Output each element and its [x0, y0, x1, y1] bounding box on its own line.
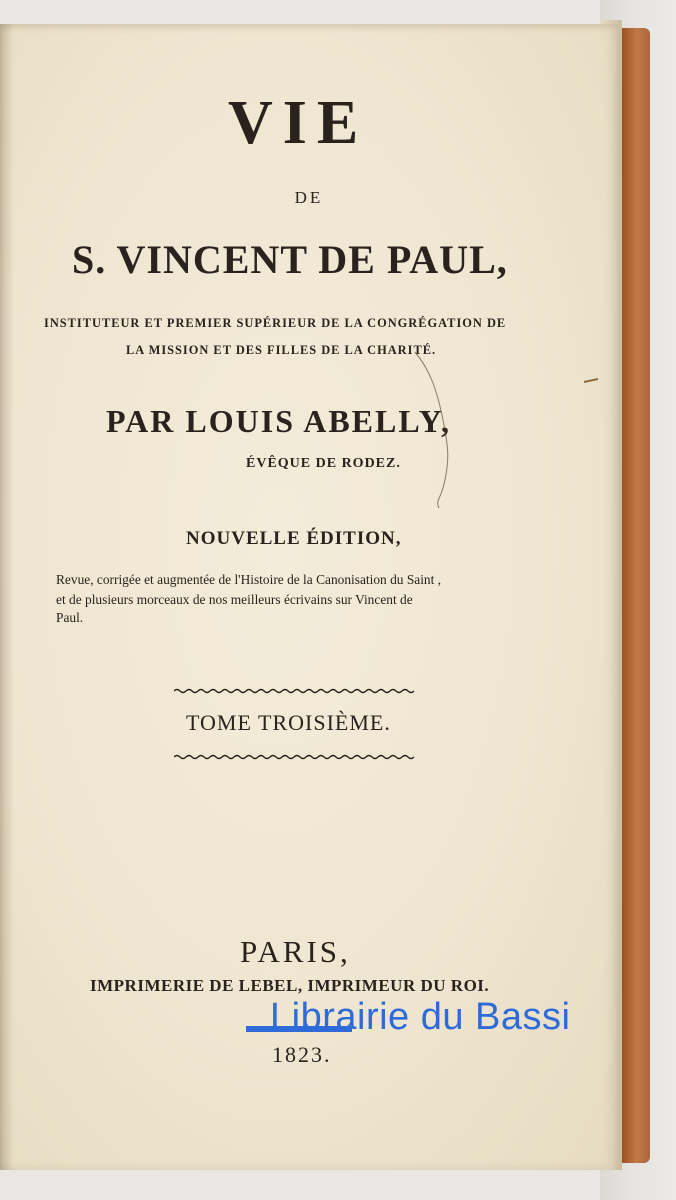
edition-desc-line-3: Paul. — [56, 610, 84, 625]
volume-label: TOME TROISIÈME. — [186, 710, 391, 735]
paper-crease — [405, 350, 465, 510]
paper-mark — [584, 378, 598, 384]
title-de: DE — [294, 188, 324, 207]
ornamental-rule-bottom — [174, 754, 418, 760]
subtitle-line-2: LA MISSION ET DES FILLES DE LA CHARITÉ. — [126, 343, 437, 357]
imprint-city: PARIS, — [240, 934, 351, 969]
edition-title: NOUVELLE ÉDITION, — [186, 528, 402, 549]
edition-desc-line-1: Revue, corrigée et augmentée de l'Histoire de la Canonisation du Saint , — [56, 572, 442, 587]
imprint-year: 1823. — [272, 1042, 332, 1067]
title-subject: S. VINCENT DE PAUL, — [72, 237, 508, 282]
subtitle-line-1: INSTITUTEUR ET PREMIER SUPÉRIEUR DE LA CONGRÉGATION DE — [44, 316, 507, 330]
watermark-text: Librairie du Bassi — [270, 996, 571, 1038]
author-line: PAR LOUIS ABELLY, — [106, 403, 451, 439]
author-role: ÉVÊQUE DE RODEZ. — [246, 456, 401, 471]
title-vie: VIE — [228, 89, 369, 157]
imprint-printer: IMPRIMERIE DE LEBEL, IMPRIMEUR DU ROI. — [90, 976, 490, 995]
ornamental-rule-top — [174, 688, 418, 694]
edition-desc-line-2: et de plusieurs morceaux de nos meilleurs écrivains sur Vincent de — [56, 592, 413, 607]
